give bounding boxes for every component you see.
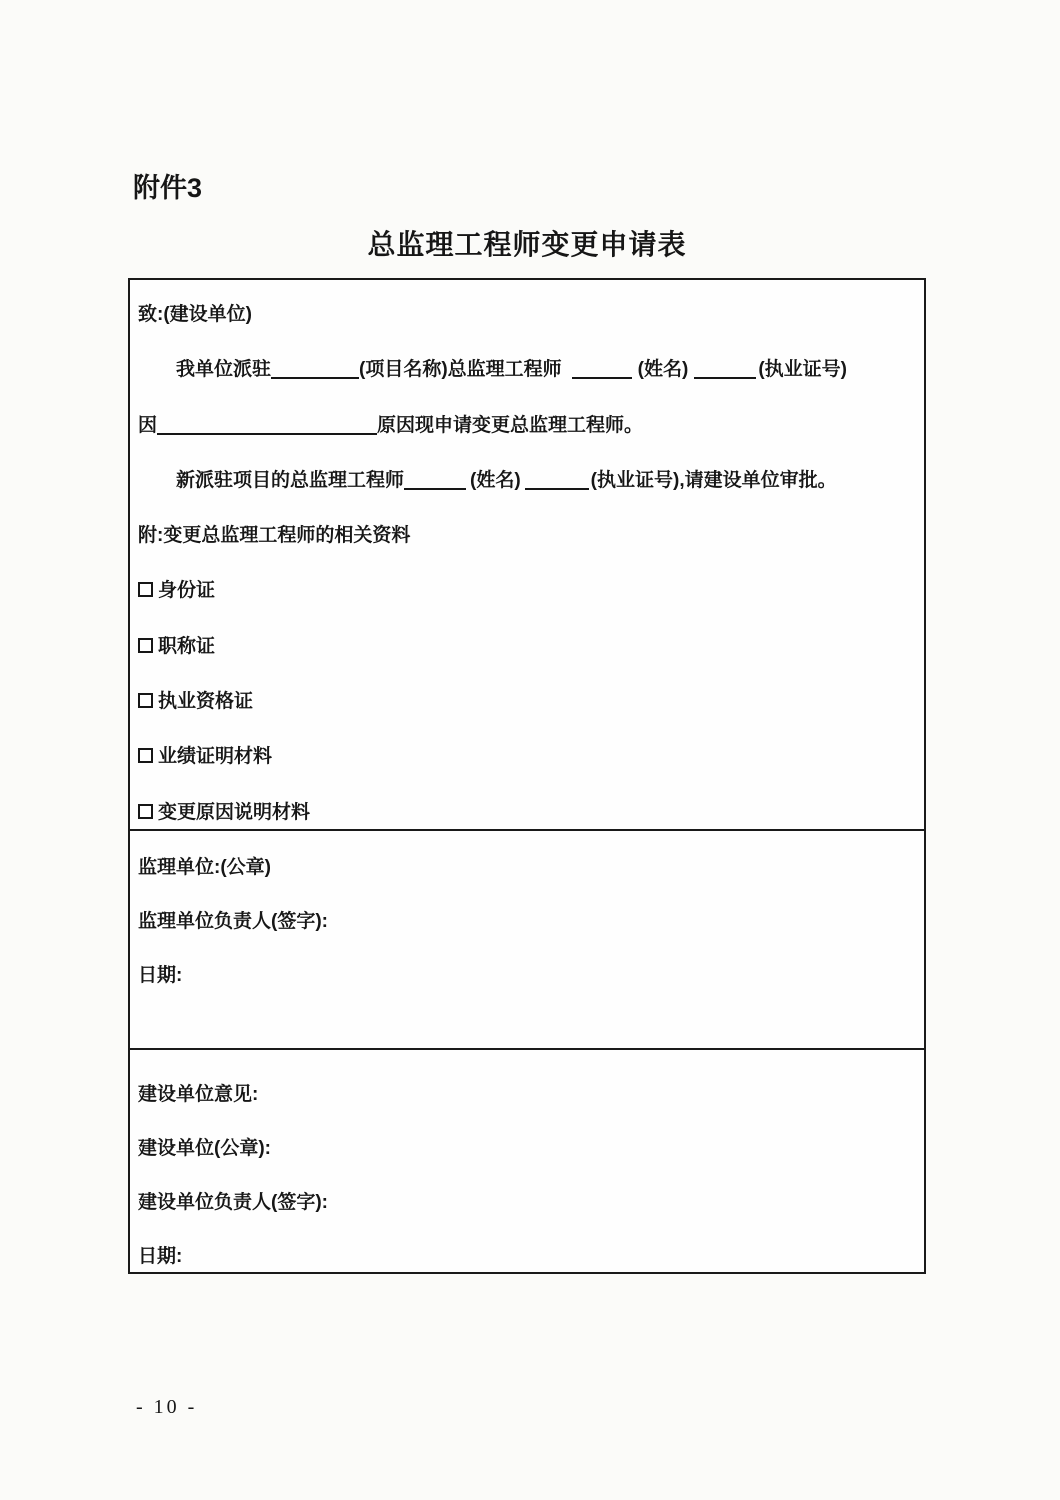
new-name-blank — [404, 470, 466, 490]
checklist-label: 职称证 — [158, 635, 216, 657]
new-engineer-text-3: (执业证号),请建设单位审批。 — [590, 469, 837, 491]
new-engineer-text-2: (姓名) — [470, 469, 521, 491]
new-license-number-blank — [525, 470, 589, 490]
reason-blank — [157, 415, 377, 435]
checklist-item-title-cert — [138, 619, 916, 674]
checklist-item-practice-cert — [138, 674, 916, 729]
supervision-unit-section — [130, 831, 924, 1050]
dispatch-text-1: 我单位派驻 — [176, 359, 272, 381]
checklist-label: 变更原因说明材料 — [158, 801, 311, 823]
name-blank — [572, 359, 632, 379]
supervision-unit-seal-line: 监理单位:(公章) — [138, 857, 271, 878]
reason-text-1: 因 — [138, 414, 158, 436]
reason-line — [138, 398, 916, 453]
dispatch-text-3: (姓名) — [637, 359, 689, 381]
checkbox-icon — [138, 748, 153, 763]
supervision-unit-date-line: 日期: — [138, 965, 183, 986]
dispatch-text-4: (执业证号) — [758, 359, 847, 381]
page-title: 总监理工程师变更申请表 — [367, 229, 687, 260]
checkbox-icon — [138, 804, 153, 819]
checklist-item-id-card — [138, 563, 916, 618]
new-engineer-line — [138, 453, 916, 508]
checkbox-icon — [138, 638, 153, 653]
construction-unit-seal-line: 建设单位(公章): — [138, 1138, 271, 1159]
attachment-note-line: 附:变更总监理工程师的相关资料 — [138, 525, 411, 547]
request-section — [130, 280, 924, 831]
dispatch-text-2: (项目名称)总监理工程师 — [359, 359, 562, 381]
checklist-label: 业绩证明材料 — [158, 746, 273, 768]
license-number-blank — [694, 359, 756, 379]
construction-unit-date-line: 日期: — [138, 1246, 183, 1267]
checklist-label: 执业资格证 — [158, 691, 254, 713]
checklist-item-performance-proof — [138, 729, 916, 784]
application-form-table — [128, 278, 926, 1274]
construction-unit-opinion-line: 建设单位意见: — [138, 1084, 259, 1105]
page-number: - 10 - — [136, 1396, 198, 1418]
reason-text-2: 原因现申请变更总监理工程师。 — [377, 414, 644, 436]
salutation-line: 致:(建设单位) — [138, 304, 252, 325]
checklist-label: 身份证 — [158, 580, 216, 602]
supervision-unit-signature-line: 监理单位负责人(签字): — [138, 911, 328, 932]
checkbox-icon — [138, 693, 153, 708]
project-name-blank — [271, 359, 359, 379]
construction-unit-section — [130, 1050, 924, 1274]
new-engineer-text-1: 新派驻项目的总监理工程师 — [176, 469, 405, 491]
checkbox-icon — [138, 582, 153, 597]
construction-unit-signature-line: 建设单位负责人(签字): — [138, 1192, 328, 1213]
attachment-label: 附件3 — [133, 173, 203, 203]
dispatch-line — [138, 342, 916, 397]
